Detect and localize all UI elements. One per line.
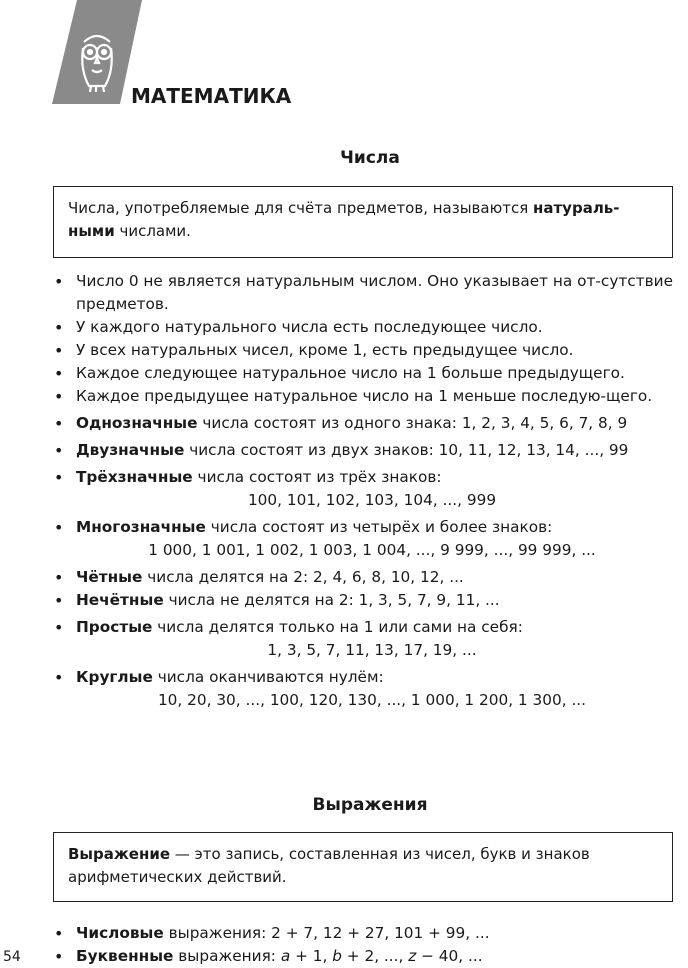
- item-text: У каждого натурального числа есть последующее число.: [76, 318, 543, 336]
- numbers-heading: Числа: [340, 148, 400, 168]
- definition-text: Числа, употребляемые для счёта предметов, называются: [68, 199, 533, 217]
- item-term: Многозначные: [76, 518, 206, 536]
- expressions-list: [52, 922, 688, 968]
- definition-term: натураль-ными: [68, 199, 620, 240]
- definition-term: Выражение: [68, 845, 171, 863]
- item-term: Буквенные: [76, 947, 174, 965]
- item-text: выражения:: [173, 947, 281, 965]
- item-text: У всех натуральных чисел, кроме 1, есть предыдущее число.: [76, 341, 574, 359]
- owl-logo: [52, 0, 142, 104]
- page-number: 54: [3, 949, 21, 965]
- item-text: выражения: 2 + 7, 12 + 27, 101 + 99, ...: [163, 924, 490, 942]
- numbers-list: [52, 270, 688, 712]
- section-title: МАТЕМАТИКА: [131, 84, 292, 108]
- item-text: Каждое следующее натуральное число на 1 больше предыдущего.: [76, 364, 625, 382]
- list-item: [52, 516, 688, 562]
- list-item: [52, 589, 688, 612]
- expression-definition: [53, 832, 673, 902]
- item-text: числа делятся на 2: 2, 4, 6, 8, 10, 12, ...: [142, 568, 464, 586]
- definition-text-end: числами.: [114, 222, 191, 240]
- item-values: 100, 101, 102, 103, 104, ..., 999: [247, 491, 497, 509]
- item-values: 1, 3, 5, 7, 11, 13, 17, 19, ...: [267, 641, 477, 659]
- list-item: [52, 362, 688, 385]
- list-item: [52, 339, 688, 362]
- list-item: [52, 466, 688, 512]
- item-term: Чётные: [76, 568, 143, 586]
- expressions-heading: Выражения: [312, 795, 428, 815]
- list-item: [52, 412, 688, 435]
- item-text: числа оканчиваются нулём:: [152, 668, 384, 686]
- item-term: Нечётные: [76, 591, 164, 609]
- item-text: числа состоят из двух знаков: 10, 11, 12, 13, 14, ..., 99: [184, 441, 629, 459]
- owl-icon: [52, 0, 142, 104]
- definition-text: — это запись, составленная из чисел, букв и знаков арифметических действий.: [68, 845, 590, 886]
- item-text: Каждое предыдущее натуральное число на 1 меньше последую-щего.: [76, 387, 653, 405]
- item-text: + 2, ...,: [341, 947, 409, 965]
- item-term: Круглые: [76, 668, 153, 686]
- list-item: [52, 945, 688, 968]
- list-item: [52, 439, 688, 462]
- variable: b: [332, 947, 342, 965]
- item-term: Простые: [76, 618, 153, 636]
- item-text: числа состоят из одного знака: 1, 2, 3, 4, 5, 6, 7, 8, 9: [197, 414, 628, 432]
- item-text: числа состоят из трёх знаков:: [192, 468, 442, 486]
- item-text: числа не делятся на 2: 1, 3, 5, 7, 9, 11, ...: [163, 591, 500, 609]
- item-term: Однозначные: [76, 414, 198, 432]
- variable: a: [280, 947, 291, 965]
- list-item: [52, 385, 688, 408]
- item-text: + 1,: [290, 947, 333, 965]
- list-item: [52, 616, 688, 662]
- item-text: числа состоят из четырёх и более знаков:: [205, 518, 553, 536]
- item-term: Трёхзначные: [76, 468, 193, 486]
- item-text: − 40, ...: [416, 947, 483, 965]
- list-item: [52, 316, 688, 339]
- item-values: 1 000, 1 001, 1 002, 1 003, 1 004, ..., 9 999, ..., 99 999, ...: [148, 541, 596, 559]
- item-term: Числовые: [76, 924, 164, 942]
- list-item: [52, 666, 688, 712]
- list-item: [52, 270, 688, 316]
- item-term: Двузначные: [76, 441, 185, 459]
- list-item: [52, 922, 688, 945]
- item-text: Число 0 не является натуральным числом. Оно указывает на от-сутствие предметов.: [76, 272, 673, 313]
- item-text: числа делятся только на 1 или сами на себя:: [152, 618, 523, 636]
- item-values: 10, 20, 30, ..., 100, 120, 130, ..., 1 000, 1 200, 1 300, ...: [157, 691, 587, 709]
- list-item: [52, 566, 688, 589]
- variable: z: [408, 947, 417, 965]
- natural-numbers-definition: [53, 186, 673, 258]
